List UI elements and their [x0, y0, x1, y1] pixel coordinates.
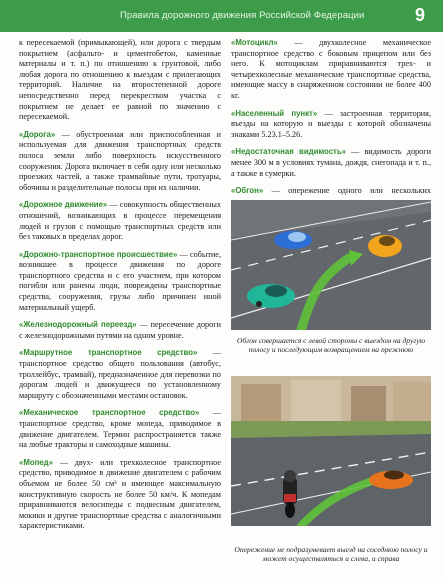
definition-text: — пересечение дороги с железнодорожными путями на одном уровне.	[19, 320, 221, 340]
green-car	[247, 284, 295, 308]
term-label: «Недостаточная видимость»	[231, 147, 346, 157]
motorcycle	[283, 470, 297, 518]
page-number: 9	[414, 5, 425, 25]
term-label: «Железнодорожный переезд»	[19, 320, 137, 330]
definition-text: — транспортное средство общего пользования (автобус, троллейбус, трамвай), предназначенное для перевозки по дорогам людей и движущееся по установленному маршруту с обозначенными местами остановок.	[19, 348, 222, 400]
definition-text: — двух- или трехколесное транспортное средство, приводимое в движение двигателем с рабочим объемом не более 50 см³ и имеющее максимальную конструктивную скорость не более 50 км/ч. К мопедам приравниваются велосипеды с подвесным двигателем, мокики и другие транспортные средства с аналогичными характеристиками.	[19, 457, 221, 531]
definition-text: — транспортное средство, кроме мопеда, приводимое в движение двигателем. Термин распространяется также на любые тракторы и самоходные машины.	[19, 408, 222, 450]
definition-text: — двухколесное механическое транспортное средство с боковым прицепом или без него. К мотоциклам приравниваются трех- и четырехколесные механические транспортные средства, имеющие массу в снаряженном состоянии не более 400 кг.	[231, 38, 431, 100]
term-label: «Дорожное движение»	[19, 200, 108, 210]
overtaking-illustration	[231, 200, 431, 330]
term-label: «Мопед»	[19, 457, 53, 467]
yellow-car	[368, 235, 402, 257]
term-label: «Мотоцикл»	[231, 38, 278, 47]
definition-paragraph	[19, 130, 221, 194]
term-label: «Маршрутное транспортное средство»	[19, 348, 198, 358]
overtaking-road-scene	[231, 200, 431, 330]
right-column	[231, 38, 431, 225]
definition-text: — событие, возникшее в процессе движения по дороге транспортного средства и с его участием, при котором погибли или ранены люди, повреждены транспортные средства, сооружения, грузы либо причинен иной материальный ущерб.	[19, 249, 221, 312]
term-label: «Обгон»	[231, 186, 264, 196]
term-label: «Дорога»	[19, 129, 56, 139]
definition-text: — обустроенная или приспособленная и используемая для движения транспортных средств полоса земли либо поверхность искусственного сооружения. Дорога включает в себя одну или несколько проезжих частей, а также трамвайные пути, тротуары, обочины и разделительные полосы при их наличии.	[19, 129, 221, 192]
term-label: «Населенный пункт»	[231, 108, 318, 118]
blue-car	[274, 231, 312, 249]
definition-paragraph	[19, 200, 221, 242]
term-label: «Механическое транспортное средство»	[19, 408, 200, 418]
passing-illustration	[231, 376, 431, 526]
page-header	[0, 0, 443, 32]
definition-paragraph	[231, 38, 431, 102]
definition-text: к пересекаемой (примыкающей), или дорога с твердым покрытием (асфальто- и цементобетон, каменные материалы и т. п.) по отношению к грунтовой, либо любая дорога по отношению к выездам с прилегающих территорий. Наличие на второстепенной дороге непосредственно перед перекрестком участка с покрытием не делает ее равной по значению с пересекаемой.	[19, 38, 221, 122]
definition-text: — застроенная территория, въезды на которую и выезды с которой обозначены знаками 5.23.1–5.26.	[231, 108, 431, 139]
definition-paragraph	[231, 109, 431, 141]
definition-text: — совокупность общественных отношений, возникающих в процессе перемещения людей и грузов с помощью транспортных средств или без таковых в пределах дорог.	[19, 200, 221, 242]
definition-paragraph	[231, 147, 431, 179]
definition-paragraph	[19, 348, 221, 401]
overtaking-caption: Обгон совершается с левой стороны с выездом на другую полосу и последующим возвращением на прежнюю	[236, 336, 426, 355]
definition-text: — видимость дороги менее 300 м в условиях тумана, дождя, снегопада и т. п., а также в сумерки.	[231, 147, 431, 178]
definition-paragraph	[19, 458, 221, 532]
term-label: «Дорожно-транспортное происшествие»	[19, 249, 178, 259]
definition-paragraph	[19, 320, 221, 341]
passing-street-scene	[231, 376, 431, 526]
definition-paragraph	[19, 250, 221, 314]
passing-caption: Опережение не подразумевает выезд на соседнюю полосу и может осуществляться и слева, и справа	[234, 545, 428, 564]
left-column	[19, 38, 221, 539]
header-title: Правила дорожного движения Российской Федерации	[120, 10, 365, 21]
definition-text: — опережение одного или нескольких	[271, 186, 431, 196]
definition-paragraph	[19, 38, 221, 123]
definition-paragraph	[19, 408, 221, 450]
